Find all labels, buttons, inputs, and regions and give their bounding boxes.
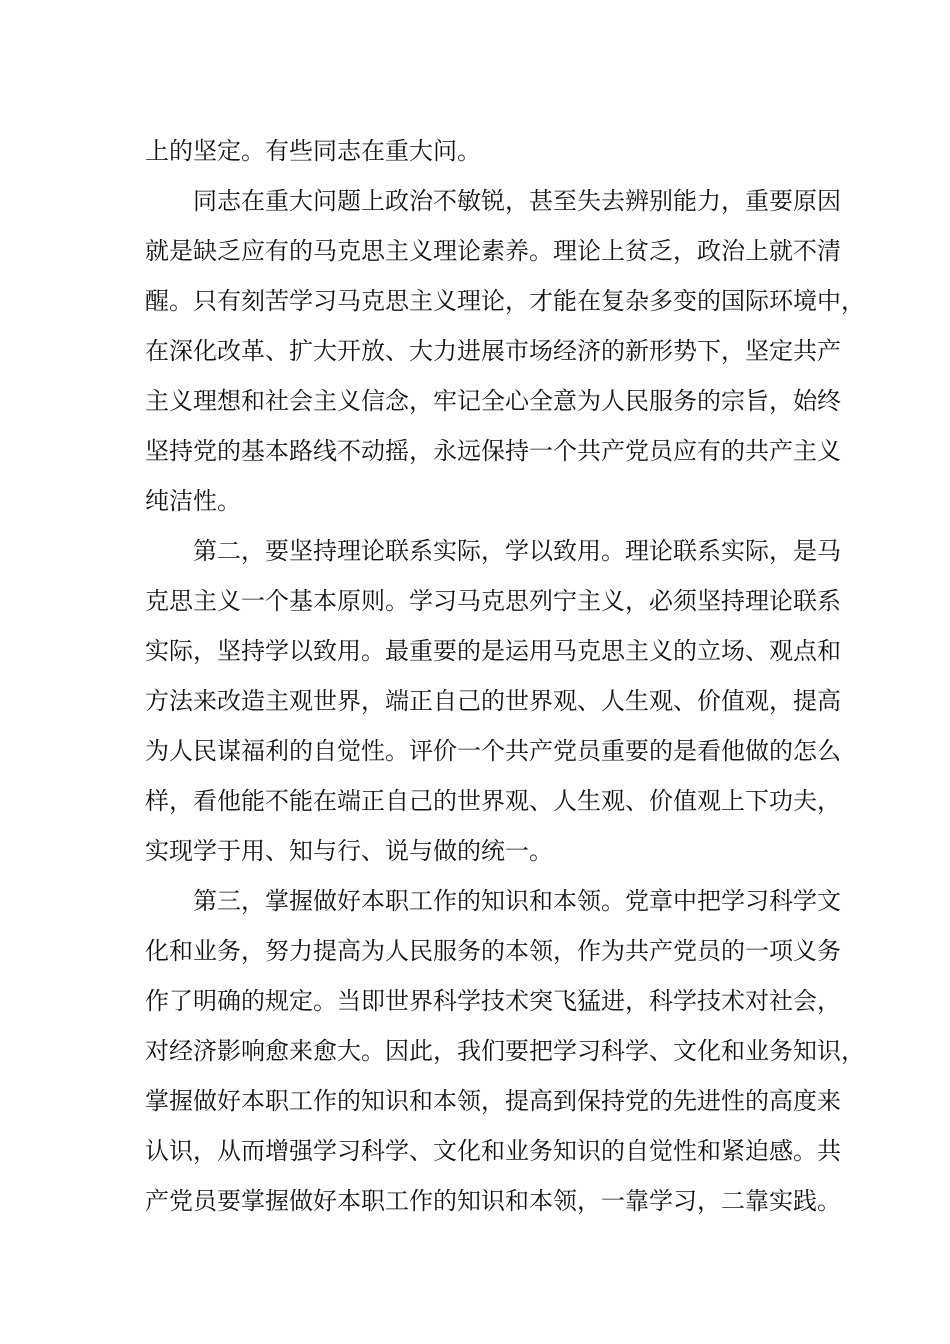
paragraph-2-line-2: 就是缺乏应有的马克思主义理论素养。理论上贫乏，政治上就不清 bbox=[145, 237, 841, 265]
paragraph-4-line-3: 作了明确的规定。当即世界科学技术突飞猛进，科学技术对社会， bbox=[145, 987, 841, 1015]
paragraph-4-line-1: 第三，掌握做好本职工作的知识和本领。党章中把学习科学文 bbox=[193, 887, 841, 915]
paragraph-4-line-5: 掌握做好本职工作的知识和本领，提高到保持党的先进性的高度来 bbox=[145, 1087, 841, 1115]
paragraph-2-line-3: 醒。只有刻苦学习马克思主义理论，才能在复杂多变的国际环境中， bbox=[145, 287, 865, 315]
paragraph-4-line-4: 对经济影响愈来愈大。因此，我们要把学习科学、文化和业务知识， bbox=[145, 1037, 865, 1065]
paragraph-2-line-6: 坚持党的基本路线不动摇，永远保持一个共产党员应有的共产主义 bbox=[145, 437, 841, 465]
paragraph-2-line-7: 纯洁性。 bbox=[145, 487, 241, 515]
paragraph-3-line-3: 实际，坚持学以致用。最重要的是运用马克思主义的立场、观点和 bbox=[145, 637, 841, 665]
paragraph-3-line-4: 方法来改造主观世界，端正自己的世界观、人生观、价值观，提高 bbox=[145, 687, 841, 715]
paragraph-2-line-5: 主义理想和社会主义信念，牢记全心全意为人民服务的宗旨，始终 bbox=[145, 387, 841, 415]
paragraph-3-line-1: 第二，要坚持理论联系实际，学以致用。理论联系实际，是马 bbox=[193, 537, 841, 565]
paragraph-3-line-2: 克思主义一个基本原则。学习马克思列宁主义，必须坚持理论联系 bbox=[145, 587, 841, 615]
paragraph-2-line-4: 在深化改革、扩大开放、大力进展市场经济的新形势下，坚定共产 bbox=[145, 337, 841, 365]
body-text bbox=[145, 126, 865, 1226]
paragraph-3-line-6: 样，看他能不能在端正自己的世界观、人生观、价值观上下功夫， bbox=[145, 787, 841, 815]
paragraph-1-line-1: 上的坚定。有些同志在重大问。 bbox=[145, 137, 481, 165]
paragraph-3-line-7: 实现学于用、知与行、说与做的统一。 bbox=[145, 837, 553, 865]
paragraph-2-line-1: 同志在重大问题上政治不敏锐，甚至失去辨别能力，重要原因 bbox=[193, 187, 841, 215]
paragraph-4-line-6: 认识，从而增强学习科学、文化和业务知识的自觉性和紧迫感。共 bbox=[145, 1137, 841, 1165]
paragraph-4-line-2: 化和业务，努力提高为人民服务的本领，作为共产党员的一项义务 bbox=[145, 937, 841, 965]
paragraph-3-line-5: 为人民谋福利的自觉性。评价一个共产党员重要的是看他做的怎么 bbox=[145, 737, 841, 765]
paragraph-4-line-7: 产党员要掌握做好本职工作的知识和本领，一靠学习，二靠实践。 bbox=[145, 1187, 841, 1215]
